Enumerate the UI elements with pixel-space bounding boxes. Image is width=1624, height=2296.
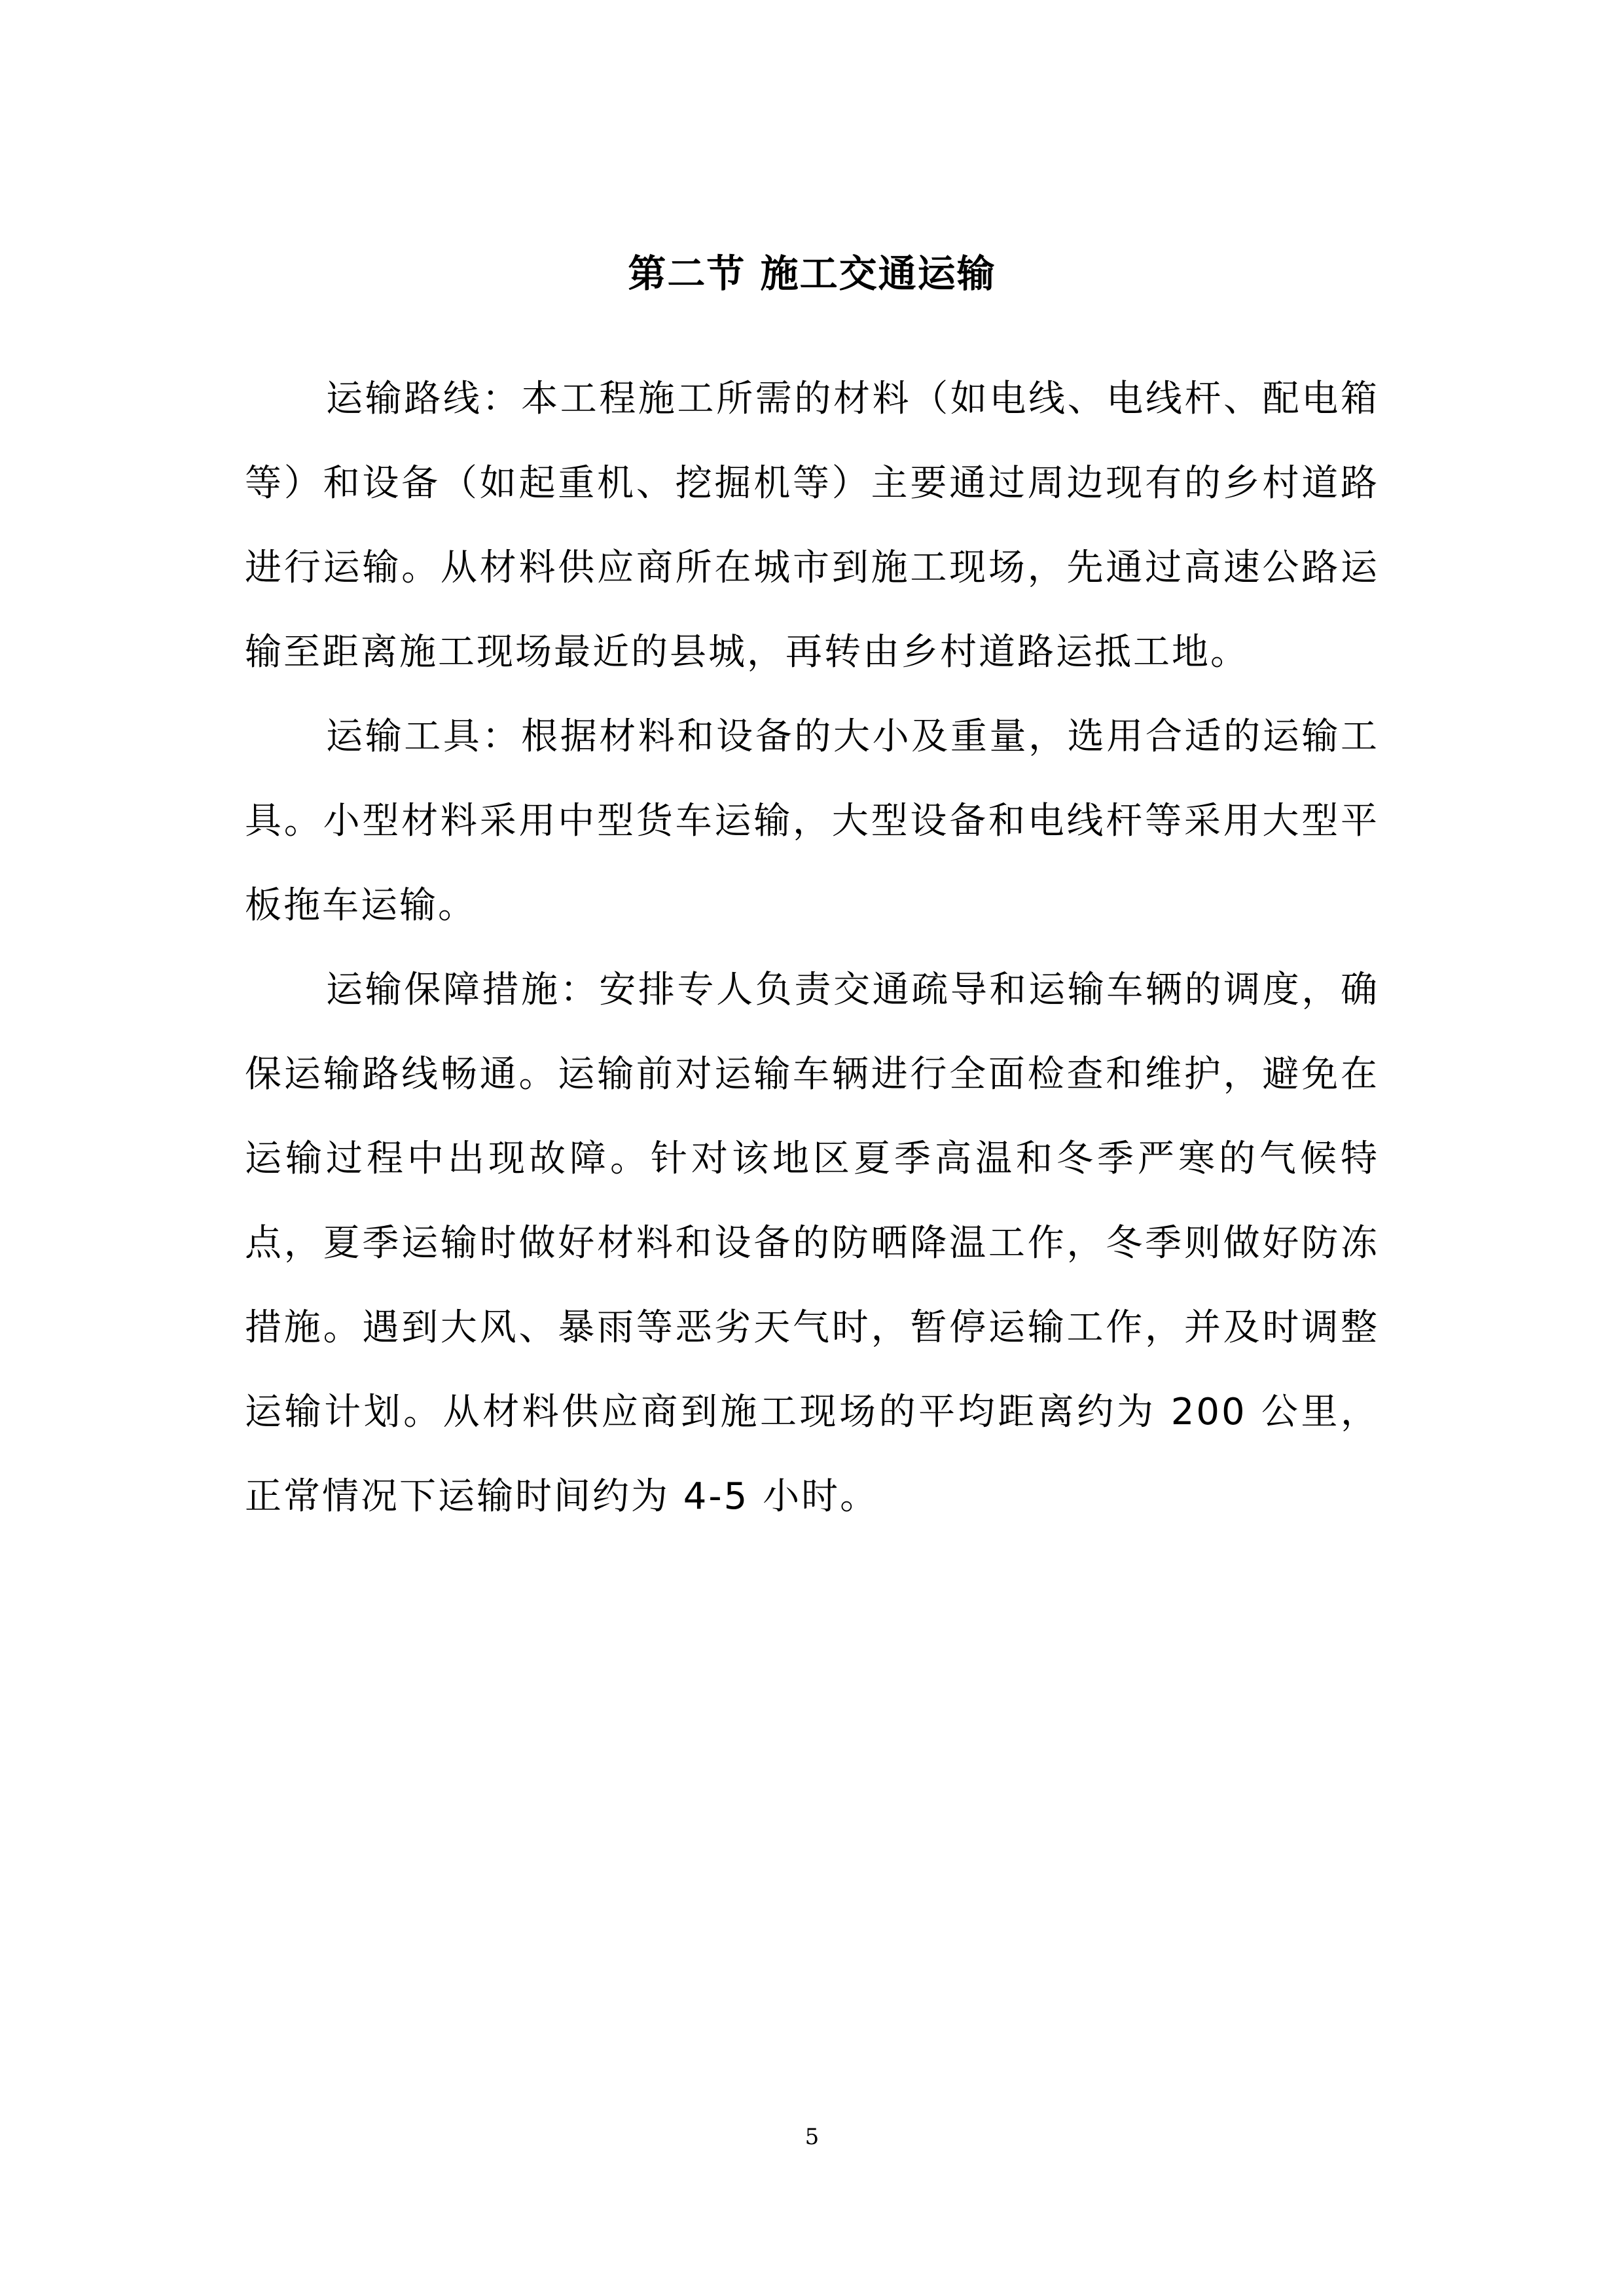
paragraph-transport-tools: 运输工具：根据材料和设备的大小及重量，选用合适的运输工具。小型材料采用中型货车运输，大型设备和电线杆等采用大型平板拖车运输。 xyxy=(245,715,1379,927)
section-title: 第二节 施工交通运输 xyxy=(628,251,996,296)
page-number: 5 xyxy=(804,2124,820,2150)
paragraph-transport-route: 运输路线：本工程施工所需的材料（如电线、电线杆、配电箱等）和设备（如起重机、挖掘机等）主要通过周边现有的乡村道路进行运输。从材料供应商所在城市到施工现场，先通过高速公路运输至距离施工现场最近的县城，再转由乡村道路运抵工地。 xyxy=(245,378,1379,673)
paragraph-transport-safeguards: 运输保障措施：安排专人负责交通疏导和运输车辆的调度，确保运输路线畅通。运输前对运输车辆进行全面检查和维护，避免在运输过程中出现故障。针对该地区夏季高温和冬季严寒的气候特点，夏季运输时做好材料和设备的防晒降温工作，冬季则做好防冻措施。遇到大风、暴雨等恶劣天气时，暂停运输工作，并及时调整运输计划。从材料供应商到施工现场的平均距离约为 200 公里，正常情况下运输时间约为 4-5 小时。 xyxy=(245,969,1379,1518)
body-text xyxy=(245,357,1379,1539)
